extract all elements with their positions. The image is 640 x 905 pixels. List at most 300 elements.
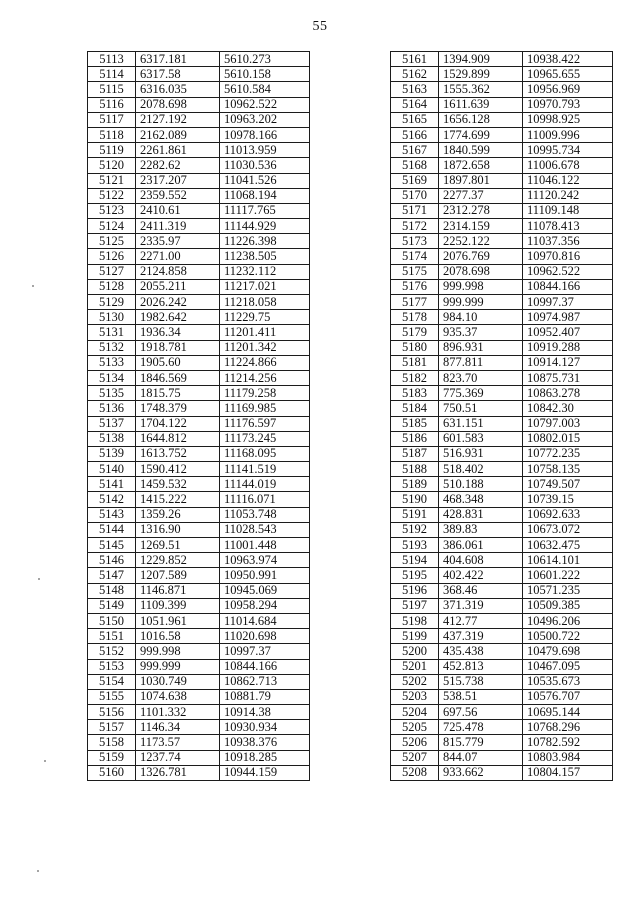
x-coordinate-cell: 2335.97 [136, 234, 220, 249]
point-number-cell: 5153 [88, 659, 136, 674]
x-coordinate-cell: 896.931 [439, 340, 523, 355]
table-row [391, 705, 613, 720]
table-row [391, 112, 613, 127]
table-row [391, 158, 613, 173]
y-coordinate-cell: 10918.285 [220, 750, 310, 765]
x-coordinate-cell: 515.738 [439, 674, 523, 689]
x-coordinate-cell: 1394.909 [439, 52, 523, 67]
x-coordinate-cell: 6317.58 [136, 67, 220, 82]
table-row [88, 538, 310, 553]
y-coordinate-cell: 10950.991 [220, 568, 310, 583]
point-number-cell: 5168 [391, 158, 439, 173]
point-number-cell: 5200 [391, 644, 439, 659]
point-number-cell: 5142 [88, 492, 136, 507]
point-number-cell: 5208 [391, 765, 439, 780]
table-row [391, 583, 613, 598]
x-coordinate-cell: 435.438 [439, 644, 523, 659]
x-coordinate-cell: 1846.569 [136, 370, 220, 385]
y-coordinate-cell: 11173.245 [220, 431, 310, 446]
x-coordinate-cell: 1872.658 [439, 158, 523, 173]
point-number-cell: 5134 [88, 370, 136, 385]
point-number-cell: 5155 [88, 689, 136, 704]
y-coordinate-cell: 5610.273 [220, 52, 310, 67]
scan-speck [37, 870, 39, 872]
y-coordinate-cell: 10571.235 [523, 583, 613, 598]
table-row [391, 340, 613, 355]
table-row [88, 264, 310, 279]
table-row [88, 310, 310, 325]
table-row [88, 446, 310, 461]
x-coordinate-cell: 1748.379 [136, 401, 220, 416]
table-row [391, 507, 613, 522]
table-row [391, 522, 613, 537]
point-number-cell: 5122 [88, 188, 136, 203]
x-coordinate-cell: 1905.60 [136, 355, 220, 370]
y-coordinate-cell: 11030.536 [220, 158, 310, 173]
y-coordinate-cell: 10962.522 [523, 264, 613, 279]
y-coordinate-cell: 10632.475 [523, 538, 613, 553]
table-row [391, 203, 613, 218]
y-coordinate-cell: 10875.731 [523, 370, 613, 385]
y-coordinate-cell: 11169.985 [220, 401, 310, 416]
x-coordinate-cell: 775.369 [439, 386, 523, 401]
x-coordinate-cell: 1611.639 [439, 97, 523, 112]
point-number-cell: 5166 [391, 127, 439, 142]
x-coordinate-cell: 1101.332 [136, 705, 220, 720]
point-number-cell: 5205 [391, 720, 439, 735]
y-coordinate-cell: 11117.765 [220, 203, 310, 218]
table-row [88, 659, 310, 674]
table-row [391, 127, 613, 142]
y-coordinate-cell: 11179.258 [220, 386, 310, 401]
y-coordinate-cell: 11238.505 [220, 249, 310, 264]
point-number-cell: 5186 [391, 431, 439, 446]
x-coordinate-cell: 1897.801 [439, 173, 523, 188]
x-coordinate-cell: 877.811 [439, 355, 523, 370]
y-coordinate-cell: 10802.015 [523, 431, 613, 446]
table-row [88, 735, 310, 750]
x-coordinate-cell: 935.37 [439, 325, 523, 340]
x-coordinate-cell: 2078.698 [439, 264, 523, 279]
y-coordinate-cell: 10938.422 [523, 52, 613, 67]
y-coordinate-cell: 11006.678 [523, 158, 613, 173]
point-number-cell: 5190 [391, 492, 439, 507]
point-number-cell: 5183 [391, 386, 439, 401]
x-coordinate-cell: 2026.242 [136, 295, 220, 310]
x-coordinate-cell: 412.77 [439, 613, 523, 628]
x-coordinate-cell: 6317.181 [136, 52, 220, 67]
point-number-cell: 5160 [88, 765, 136, 780]
x-coordinate-cell: 697.56 [439, 705, 523, 720]
point-number-cell: 5173 [391, 234, 439, 249]
point-number-cell: 5196 [391, 583, 439, 598]
point-number-cell: 5149 [88, 598, 136, 613]
x-coordinate-cell: 1229.852 [136, 553, 220, 568]
point-number-cell: 5146 [88, 553, 136, 568]
table-row [391, 52, 613, 67]
x-coordinate-cell: 428.831 [439, 507, 523, 522]
point-number-cell: 5132 [88, 340, 136, 355]
table-row [88, 598, 310, 613]
point-number-cell: 5194 [391, 553, 439, 568]
point-number-cell: 5187 [391, 446, 439, 461]
x-coordinate-cell: 2078.698 [136, 97, 220, 112]
point-number-cell: 5204 [391, 705, 439, 720]
y-coordinate-cell: 10952.407 [523, 325, 613, 340]
point-number-cell: 5184 [391, 401, 439, 416]
x-coordinate-cell: 2252.122 [439, 234, 523, 249]
y-coordinate-cell: 11020.698 [220, 629, 310, 644]
x-coordinate-cell: 1936.34 [136, 325, 220, 340]
point-number-cell: 5135 [88, 386, 136, 401]
y-coordinate-cell: 11224.866 [220, 355, 310, 370]
scan-speck [32, 285, 34, 287]
table-row [88, 492, 310, 507]
y-coordinate-cell: 10576.707 [523, 689, 613, 704]
x-coordinate-cell: 2277.37 [439, 188, 523, 203]
x-coordinate-cell: 1173.57 [136, 735, 220, 750]
table-row [391, 462, 613, 477]
table-row [88, 462, 310, 477]
y-coordinate-cell: 10997.37 [220, 644, 310, 659]
y-coordinate-cell: 10944.159 [220, 765, 310, 780]
x-coordinate-cell: 1644.812 [136, 431, 220, 446]
x-coordinate-cell: 999.999 [439, 295, 523, 310]
y-coordinate-cell: 10749.507 [523, 477, 613, 492]
point-number-cell: 5169 [391, 173, 439, 188]
y-coordinate-cell: 11078.413 [523, 219, 613, 234]
x-coordinate-cell: 452.813 [439, 659, 523, 674]
y-coordinate-cell: 10500.722 [523, 629, 613, 644]
x-coordinate-cell: 1109.399 [136, 598, 220, 613]
x-coordinate-cell: 1704.122 [136, 416, 220, 431]
point-number-cell: 5148 [88, 583, 136, 598]
x-coordinate-cell: 2124.858 [136, 264, 220, 279]
table-row [88, 340, 310, 355]
point-number-cell: 5118 [88, 127, 136, 142]
y-coordinate-cell: 10844.166 [523, 279, 613, 294]
y-coordinate-cell: 10965.655 [523, 67, 613, 82]
point-number-cell: 5189 [391, 477, 439, 492]
x-coordinate-cell: 1555.362 [439, 82, 523, 97]
table-row [391, 264, 613, 279]
y-coordinate-cell: 10997.37 [523, 295, 613, 310]
y-coordinate-cell: 11168.095 [220, 446, 310, 461]
x-coordinate-cell: 437.319 [439, 629, 523, 644]
table-row [88, 477, 310, 492]
y-coordinate-cell: 11116.071 [220, 492, 310, 507]
point-number-cell: 5161 [391, 52, 439, 67]
x-coordinate-cell: 2055.211 [136, 279, 220, 294]
y-coordinate-cell: 10974.987 [523, 310, 613, 325]
point-number-cell: 5207 [391, 750, 439, 765]
table-row [88, 522, 310, 537]
x-coordinate-cell: 1918.781 [136, 340, 220, 355]
x-coordinate-cell: 2314.159 [439, 219, 523, 234]
x-coordinate-cell: 371.319 [439, 598, 523, 613]
x-coordinate-cell: 1016.58 [136, 629, 220, 644]
x-coordinate-cell: 2282.62 [136, 158, 220, 173]
point-number-cell: 5206 [391, 735, 439, 750]
table-row [391, 477, 613, 492]
table-row [391, 538, 613, 553]
x-coordinate-cell: 750.51 [439, 401, 523, 416]
table-row [391, 67, 613, 82]
table-row [391, 431, 613, 446]
y-coordinate-cell: 10970.816 [523, 249, 613, 264]
table-row [391, 325, 613, 340]
point-number-cell: 5167 [391, 143, 439, 158]
table-row [391, 234, 613, 249]
x-coordinate-cell: 1074.638 [136, 689, 220, 704]
y-coordinate-cell: 11120.242 [523, 188, 613, 203]
point-number-cell: 5202 [391, 674, 439, 689]
table-row [88, 401, 310, 416]
table-row [391, 143, 613, 158]
table-row [88, 431, 310, 446]
point-number-cell: 5126 [88, 249, 136, 264]
x-coordinate-cell: 1415.222 [136, 492, 220, 507]
table-row [391, 219, 613, 234]
y-coordinate-cell: 10970.793 [523, 97, 613, 112]
table-row [88, 689, 310, 704]
point-number-cell: 5164 [391, 97, 439, 112]
table-row [391, 401, 613, 416]
y-coordinate-cell: 11041.526 [220, 173, 310, 188]
y-coordinate-cell: 10962.522 [220, 97, 310, 112]
y-coordinate-cell: 11201.411 [220, 325, 310, 340]
table-row [88, 613, 310, 628]
y-coordinate-cell: 10695.144 [523, 705, 613, 720]
point-number-cell: 5128 [88, 279, 136, 294]
y-coordinate-cell: 11144.019 [220, 477, 310, 492]
table-row [391, 279, 613, 294]
y-coordinate-cell: 10963.202 [220, 112, 310, 127]
x-coordinate-cell: 1237.74 [136, 750, 220, 765]
x-coordinate-cell: 1051.961 [136, 613, 220, 628]
table-row [88, 97, 310, 112]
x-coordinate-cell: 2312.278 [439, 203, 523, 218]
x-coordinate-cell: 404.608 [439, 553, 523, 568]
point-number-cell: 5188 [391, 462, 439, 477]
table-row [88, 188, 310, 203]
y-coordinate-cell: 10804.157 [523, 765, 613, 780]
point-number-cell: 5138 [88, 431, 136, 446]
point-number-cell: 5130 [88, 310, 136, 325]
table-row [88, 386, 310, 401]
x-coordinate-cell: 1529.899 [439, 67, 523, 82]
point-number-cell: 5171 [391, 203, 439, 218]
table-row [391, 598, 613, 613]
point-number-cell: 5172 [391, 219, 439, 234]
y-coordinate-cell: 10914.127 [523, 355, 613, 370]
y-coordinate-cell: 10673.072 [523, 522, 613, 537]
x-coordinate-cell: 984.10 [439, 310, 523, 325]
table-row [391, 644, 613, 659]
table-row [88, 765, 310, 780]
y-coordinate-cell: 11014.684 [220, 613, 310, 628]
point-number-cell: 5124 [88, 219, 136, 234]
point-number-cell: 5133 [88, 355, 136, 370]
point-number-cell: 5198 [391, 613, 439, 628]
x-coordinate-cell: 725.478 [439, 720, 523, 735]
table-row [391, 82, 613, 97]
point-number-cell: 5139 [88, 446, 136, 461]
point-number-cell: 5150 [88, 613, 136, 628]
x-coordinate-cell: 516.931 [439, 446, 523, 461]
y-coordinate-cell: 10958.294 [220, 598, 310, 613]
point-number-cell: 5136 [88, 401, 136, 416]
x-coordinate-cell: 2271.00 [136, 249, 220, 264]
x-coordinate-cell: 389.83 [439, 522, 523, 537]
point-number-cell: 5129 [88, 295, 136, 310]
y-coordinate-cell: 10739.15 [523, 492, 613, 507]
y-coordinate-cell: 11037.356 [523, 234, 613, 249]
page-number: 55 [312, 19, 328, 34]
x-coordinate-cell: 1982.642 [136, 310, 220, 325]
x-coordinate-cell: 1269.51 [136, 538, 220, 553]
point-number-cell: 5115 [88, 82, 136, 97]
point-number-cell: 5145 [88, 538, 136, 553]
table-row [88, 553, 310, 568]
y-coordinate-cell: 11144.929 [220, 219, 310, 234]
point-number-cell: 5193 [391, 538, 439, 553]
x-coordinate-cell: 601.583 [439, 431, 523, 446]
table-row [391, 659, 613, 674]
x-coordinate-cell: 1774.699 [439, 127, 523, 142]
y-coordinate-cell: 10963.974 [220, 553, 310, 568]
x-coordinate-cell: 2410.61 [136, 203, 220, 218]
table-row [391, 386, 613, 401]
y-coordinate-cell: 10930.934 [220, 720, 310, 735]
point-number-cell: 5203 [391, 689, 439, 704]
x-coordinate-cell: 402.422 [439, 568, 523, 583]
table-row [391, 295, 613, 310]
point-number-cell: 5147 [88, 568, 136, 583]
point-number-cell: 5143 [88, 507, 136, 522]
table-row [88, 370, 310, 385]
y-coordinate-cell: 10496.206 [523, 613, 613, 628]
y-coordinate-cell: 10998.925 [523, 112, 613, 127]
y-coordinate-cell: 11001.448 [220, 538, 310, 553]
y-coordinate-cell: 10758.135 [523, 462, 613, 477]
x-coordinate-cell: 815.779 [439, 735, 523, 750]
y-coordinate-cell: 10614.101 [523, 553, 613, 568]
table-row [88, 325, 310, 340]
table-row [391, 249, 613, 264]
y-coordinate-cell: 10881.79 [220, 689, 310, 704]
y-coordinate-cell: 11217.021 [220, 279, 310, 294]
point-number-cell: 5156 [88, 705, 136, 720]
x-coordinate-cell: 1656.128 [439, 112, 523, 127]
point-number-cell: 5158 [88, 735, 136, 750]
x-coordinate-cell: 1316.90 [136, 522, 220, 537]
y-coordinate-cell: 11109.148 [523, 203, 613, 218]
table-row [88, 173, 310, 188]
table-row [88, 644, 310, 659]
table-row [391, 492, 613, 507]
table-row [88, 249, 310, 264]
point-number-cell: 5157 [88, 720, 136, 735]
point-number-cell: 5163 [391, 82, 439, 97]
x-coordinate-cell: 2076.769 [439, 249, 523, 264]
table-row [391, 446, 613, 461]
x-coordinate-cell: 2127.192 [136, 112, 220, 127]
table-row [391, 720, 613, 735]
table-row [88, 67, 310, 82]
point-number-cell: 5152 [88, 644, 136, 659]
x-coordinate-cell: 631.151 [439, 416, 523, 431]
y-coordinate-cell: 10467.095 [523, 659, 613, 674]
point-number-cell: 5182 [391, 370, 439, 385]
point-number-cell: 5154 [88, 674, 136, 689]
point-number-cell: 5120 [88, 158, 136, 173]
table-row [88, 295, 310, 310]
table-row [88, 143, 310, 158]
y-coordinate-cell: 11201.342 [220, 340, 310, 355]
y-coordinate-cell: 11046.122 [523, 173, 613, 188]
table-row [88, 279, 310, 294]
table-row [88, 507, 310, 522]
y-coordinate-cell: 10919.288 [523, 340, 613, 355]
y-coordinate-cell: 11009.996 [523, 127, 613, 142]
y-coordinate-cell: 10772.235 [523, 446, 613, 461]
point-number-cell: 5178 [391, 310, 439, 325]
table-row [391, 97, 613, 112]
table-row [391, 370, 613, 385]
table-row [88, 674, 310, 689]
y-coordinate-cell: 5610.158 [220, 67, 310, 82]
x-coordinate-cell: 468.348 [439, 492, 523, 507]
point-number-cell: 5137 [88, 416, 136, 431]
y-coordinate-cell: 11226.398 [220, 234, 310, 249]
table-row [88, 720, 310, 735]
x-coordinate-cell: 1459.532 [136, 477, 220, 492]
x-coordinate-cell: 1146.871 [136, 583, 220, 598]
point-number-cell: 5174 [391, 249, 439, 264]
point-number-cell: 5114 [88, 67, 136, 82]
table-row [391, 553, 613, 568]
table-row [88, 583, 310, 598]
y-coordinate-cell: 10995.734 [523, 143, 613, 158]
y-coordinate-cell: 11176.597 [220, 416, 310, 431]
x-coordinate-cell: 2359.552 [136, 188, 220, 203]
y-coordinate-cell: 10844.166 [220, 659, 310, 674]
table-row [391, 735, 613, 750]
point-number-cell: 5176 [391, 279, 439, 294]
table-row [88, 219, 310, 234]
table-row [88, 82, 310, 97]
point-number-cell: 5191 [391, 507, 439, 522]
point-number-cell: 5181 [391, 355, 439, 370]
table-row [391, 765, 613, 780]
scan-speck [38, 578, 40, 580]
x-coordinate-cell: 1207.589 [136, 568, 220, 583]
y-coordinate-cell: 11218.058 [220, 295, 310, 310]
y-coordinate-cell: 10768.296 [523, 720, 613, 735]
point-number-cell: 5141 [88, 477, 136, 492]
point-number-cell: 5151 [88, 629, 136, 644]
table-row [88, 705, 310, 720]
table-row [391, 613, 613, 628]
point-number-cell: 5144 [88, 522, 136, 537]
point-number-cell: 5201 [391, 659, 439, 674]
x-coordinate-cell: 1146.34 [136, 720, 220, 735]
x-coordinate-cell: 368.46 [439, 583, 523, 598]
y-coordinate-cell: 5610.584 [220, 82, 310, 97]
coordinate-table-right [390, 51, 613, 781]
point-number-cell: 5121 [88, 173, 136, 188]
